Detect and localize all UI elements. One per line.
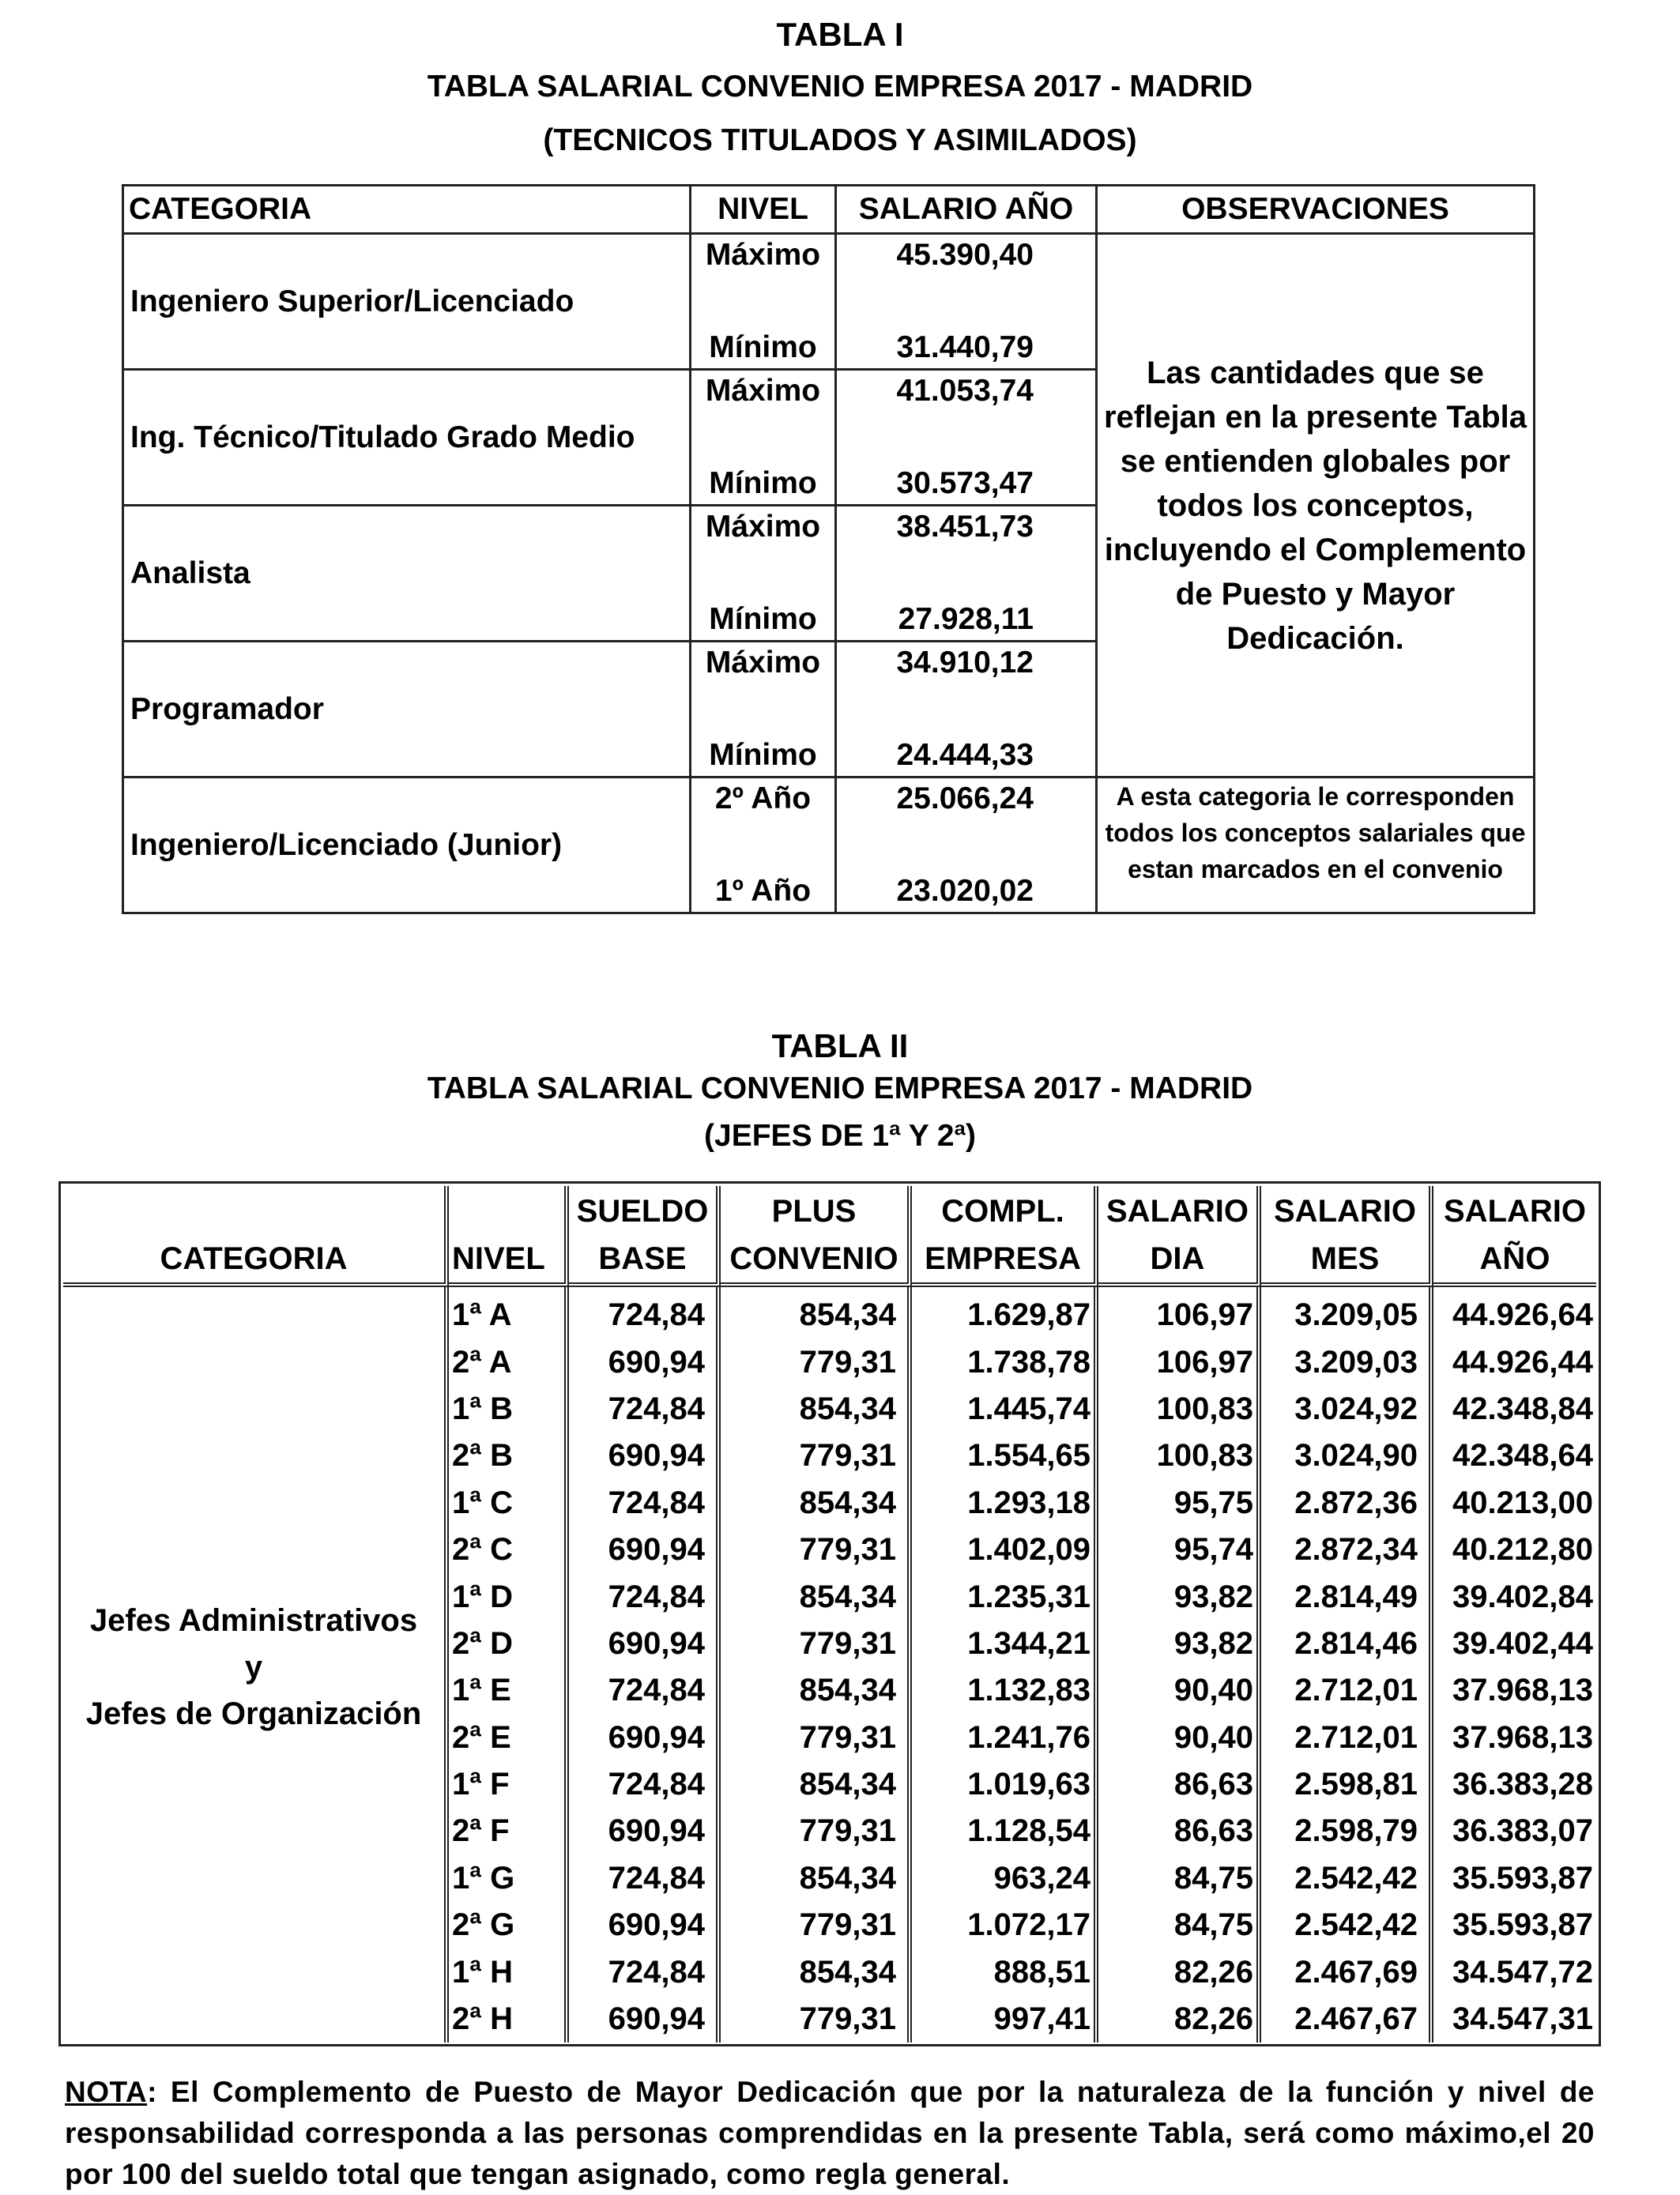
tabla1-subtitle: TABLA SALARIAL CONVENIO EMPRESA 2017 - MADRID <box>427 70 1253 104</box>
tabla2-salario-mes: 2.814,46 <box>1261 1621 1433 1667</box>
tabla2-salario-mes: 2.872,36 <box>1261 1480 1433 1527</box>
tabla2-salario-ano: 34.547,31 <box>1452 2001 1593 2037</box>
tabla2-subtitle: TABLA SALARIAL CONVENIO EMPRESA 2017 - MADRID <box>427 1071 1253 1105</box>
tabla2-header-compl: COMPL. EMPRESA <box>912 1186 1098 1287</box>
tabla1-salario: 24.444,33 <box>836 710 1097 777</box>
tabla2-plus-convenio: 779,31 <box>721 1338 912 1385</box>
tabla2-plus-convenio: 779,31 <box>721 1715 912 1761</box>
tabla2-group: (JEFES DE 1ª Y 2ª) <box>704 1119 976 1153</box>
tabla2-plus-convenio: 854,34 <box>721 1386 912 1433</box>
tabla2-salario-ano: 42.348,64 <box>1452 1438 1593 1474</box>
tabla2-sueldo-base: 690,94 <box>569 1433 721 1479</box>
tabla1-salario: 31.440,79 <box>836 302 1097 370</box>
tabla2-nivel: 1ª G <box>449 1855 569 1902</box>
tabla2-plus-convenio: 779,31 <box>721 1902 912 1948</box>
tabla2-salario-mes: 2.542,42 <box>1261 1902 1433 1948</box>
tabla2-sueldo-base: 690,94 <box>569 1621 721 1667</box>
tabla2-compl-empresa: 1.128,54 <box>912 1808 1098 1854</box>
tabla2-salario-mes: 2.542,42 <box>1261 1855 1433 1902</box>
tabla2-nivel: 1ª F <box>449 1761 569 1808</box>
tabla2-sueldo-base: 724,84 <box>569 1761 721 1808</box>
tabla2-categoria <box>63 1287 449 2043</box>
tabla2-header-plus: PLUS CONVENIO <box>721 1186 912 1287</box>
tabla2-sueldo-base: 690,94 <box>569 1338 721 1385</box>
tabla2-sueldo-base: 690,94 <box>569 1808 721 1854</box>
tabla2-header-salario-mes: SALARIO MES <box>1261 1186 1433 1287</box>
tabla2-salario-ano: 39.402,44 <box>1452 1625 1593 1661</box>
tabla2-salario-mes: 2.712,01 <box>1261 1715 1433 1761</box>
tabla2-salario-ano: 44.926,64 <box>1452 1297 1593 1333</box>
tabla1-salario: 27.928,11 <box>836 574 1097 642</box>
tabla2-salario-mes: 3.209,03 <box>1261 1338 1433 1385</box>
tabla2-sueldo-base: 724,84 <box>569 1667 721 1714</box>
tabla2-compl-empresa: 1.293,18 <box>912 1480 1098 1527</box>
tabla2-salario-ano: 37.968,13 <box>1452 1673 1593 1708</box>
tabla2-salario-mes: 2.467,69 <box>1261 1948 1433 1995</box>
tabla2-salario-dia: 93,82 <box>1098 1621 1261 1667</box>
tabla2-sueldo-base: 690,94 <box>569 1902 721 1948</box>
tabla2-sueldo-base: 724,84 <box>569 1948 721 1995</box>
tabla1-nivel: Mínimo <box>691 438 836 506</box>
tabla2-sueldo-base: 724,84 <box>569 1480 721 1527</box>
tabla2-salario-mes: 2.814,49 <box>1261 1573 1433 1620</box>
tabla1-observacion-general: Las cantidades que se reflejan en la presente Tabla se entienden globales por todos los conceptos, incluyendo el Complemento de Puesto y Mayor Dedicación. <box>1097 234 1535 777</box>
tabla2-header-row <box>63 1186 1596 1287</box>
tabla1-nivel: 1º Año <box>691 845 836 913</box>
tabla2-compl-empresa: 1.344,21 <box>912 1621 1098 1667</box>
tabla2-compl-empresa: 1.629,87 <box>912 1287 1098 1338</box>
tabla2-salario-mes: 3.024,92 <box>1261 1386 1433 1433</box>
tabla2-nivel: 2ª F <box>449 1808 569 1854</box>
tabla2-compl-empresa: 963,24 <box>912 1855 1098 1902</box>
table-row <box>63 1287 1596 1338</box>
tabla2-plus-convenio: 854,34 <box>721 1855 912 1902</box>
tabla2-title: TABLA II <box>771 1027 909 1064</box>
tabla2-header-categoria: CATEGORIA <box>63 1186 449 1287</box>
tabla2-salario-ano: 34.547,72 <box>1452 1954 1593 1990</box>
tabla2-plus-convenio: 779,31 <box>721 1808 912 1854</box>
tabla1-categoria: Ingeniero Superior/Licenciado <box>123 234 691 370</box>
tabla2-sueldo-base: 724,84 <box>569 1386 721 1433</box>
tabla1-salario: 38.451,73 <box>836 506 1097 574</box>
tabla2-plus-convenio: 854,34 <box>721 1573 912 1620</box>
tabla2-compl-empresa: 1.554,65 <box>912 1433 1098 1479</box>
tabla2-plus-convenio: 854,34 <box>721 1667 912 1714</box>
tabla1-salario: 34.910,12 <box>836 642 1097 710</box>
tabla2-categoria-l3: Jefes de Organización <box>85 1696 422 1731</box>
tabla2-salario-mes: 2.598,81 <box>1261 1761 1433 1808</box>
tabla2-nivel: 1ª D <box>449 1573 569 1620</box>
tabla1-header-salario: SALARIO AÑO <box>836 186 1097 234</box>
tabla1-salario: 25.066,24 <box>836 777 1097 845</box>
nota-paragraph <box>65 2072 1595 2195</box>
tabla1-salario: 30.573,47 <box>836 438 1097 506</box>
tabla1-nivel: Mínimo <box>691 710 836 777</box>
tabla1-nivel: Mínimo <box>691 302 836 370</box>
tabla2-salario-ano: 37.968,13 <box>1452 1719 1593 1755</box>
tabla1-nivel: Máximo <box>691 642 836 710</box>
tabla2-salario-ano: 36.383,28 <box>1452 1767 1593 1802</box>
tabla2-salario-dia: 106,97 <box>1098 1287 1261 1338</box>
tabla1-categoria: Programador <box>123 642 691 777</box>
tabla2-categoria-l2: y <box>244 1649 263 1685</box>
tabla2-salario-dia: 95,74 <box>1098 1527 1261 1573</box>
tabla2-salario-dia: 106,97 <box>1098 1338 1261 1385</box>
tabla2-salario-dia: 100,83 <box>1098 1433 1261 1479</box>
tabla2-salario-dia: 100,83 <box>1098 1386 1261 1433</box>
tabla2-nivel: 1ª C <box>449 1480 569 1527</box>
tabla2-header-salario-ano: SALARIO AÑO <box>1433 1186 1596 1287</box>
tabla2-header-salario-dia: SALARIO DIA <box>1098 1186 1261 1287</box>
tabla1-table <box>122 184 1535 914</box>
tabla2-compl-empresa: 1.235,31 <box>912 1573 1098 1620</box>
table-row <box>123 777 1535 845</box>
tabla2-nivel: 2ª E <box>449 1715 569 1761</box>
tabla2-plus-convenio: 854,34 <box>721 1287 912 1338</box>
tabla2-salario-ano: 42.348,84 <box>1452 1391 1593 1426</box>
tabla1-salario: 41.053,74 <box>836 370 1097 438</box>
tabla1-observacion-junior: A esta categoria le corresponden todos los conceptos salariales que estan marcados en el convenio <box>1097 777 1535 913</box>
tabla2-plus-convenio: 854,34 <box>721 1480 912 1527</box>
tabla1-header-nivel: NIVEL <box>691 186 836 234</box>
tabla1-nivel: Mínimo <box>691 574 836 642</box>
tabla2-salario-mes: 2.872,34 <box>1261 1527 1433 1573</box>
tabla2-nivel: 1ª B <box>449 1386 569 1433</box>
tabla2-salario-dia: 84,75 <box>1098 1855 1261 1902</box>
tabla2-sueldo-base: 690,94 <box>569 1996 721 2043</box>
tabla2-nivel: 2ª C <box>449 1527 569 1573</box>
tabla2-header-sueldo: SUELDO BASE <box>569 1186 721 1287</box>
tabla2-compl-empresa: 888,51 <box>912 1948 1098 1995</box>
tabla1-nivel: 2º Año <box>691 777 836 845</box>
tabla2-nivel: 1ª A <box>449 1287 569 1338</box>
tabla2-salario-mes: 3.024,90 <box>1261 1433 1433 1479</box>
tabla2-sueldo-base: 690,94 <box>569 1527 721 1573</box>
tabla1-salario: 23.020,02 <box>836 845 1097 913</box>
table-row <box>123 234 1535 302</box>
tabla1-header-row <box>123 186 1535 234</box>
tabla1-categoria: Ingeniero/Licenciado (Junior) <box>123 777 691 913</box>
tabla2-nivel: 1ª E <box>449 1667 569 1714</box>
tabla2-sueldo-base: 724,84 <box>569 1573 721 1620</box>
tabla2-salario-mes: 2.598,79 <box>1261 1808 1433 1854</box>
tabla2-salario-ano: 35.593,87 <box>1452 1907 1593 1943</box>
tabla1-nivel: Máximo <box>691 506 836 574</box>
tabla2-sueldo-base: 690,94 <box>569 1715 721 1761</box>
tabla2-plus-convenio: 779,31 <box>721 1433 912 1479</box>
tabla2-salario-dia: 95,75 <box>1098 1480 1261 1527</box>
tabla2-sueldo-base: 724,84 <box>569 1855 721 1902</box>
tabla2-salario-dia: 86,63 <box>1098 1761 1261 1808</box>
tabla2-salario-ano: 36.383,07 <box>1452 1813 1593 1849</box>
tabla1-title: TABLA I <box>776 16 904 53</box>
tabla2-compl-empresa: 1.132,83 <box>912 1667 1098 1714</box>
tabla2-salario-mes: 2.467,67 <box>1261 1996 1433 2043</box>
tabla2-nivel: 1ª H <box>449 1948 569 1995</box>
tabla2-nivel: 2ª D <box>449 1621 569 1667</box>
tabla2-plus-convenio: 779,31 <box>721 1527 912 1573</box>
tabla2-salario-dia: 84,75 <box>1098 1902 1261 1948</box>
tabla2-salario-mes: 2.712,01 <box>1261 1667 1433 1714</box>
tabla2-plus-convenio: 854,34 <box>721 1948 912 1995</box>
tabla2-salario-dia: 90,40 <box>1098 1667 1261 1714</box>
tabla2-salario-ano: 35.593,87 <box>1452 1860 1593 1896</box>
tabla2-compl-empresa: 1.402,09 <box>912 1527 1098 1573</box>
tabla2-compl-empresa: 1.019,63 <box>912 1761 1098 1808</box>
nota-text: : El Complemento de Puesto de Mayor Dedicación que por la naturaleza de la función y nivel de responsabilidad corresponda a las personas comprendidas en la presente Tabla, será como máximo,el 20 por 100 del sueldo total que tengan asignado, como regla general. <box>65 2076 1595 2190</box>
tabla2-compl-empresa: 1.241,76 <box>912 1715 1098 1761</box>
tabla2-salario-dia: 90,40 <box>1098 1715 1261 1761</box>
tabla2-table <box>63 1186 1596 2043</box>
tabla2-nivel: 2ª G <box>449 1902 569 1948</box>
tabla2-categoria-l1: Jefes Administrativos <box>89 1602 418 1638</box>
tabla2-salario-mes: 3.209,05 <box>1261 1287 1433 1338</box>
tabla2-plus-convenio: 779,31 <box>721 1996 912 2043</box>
tabla1-salario: 45.390,40 <box>836 234 1097 302</box>
tabla2-body <box>63 1287 1596 2043</box>
tabla2-salario-dia: 93,82 <box>1098 1573 1261 1620</box>
tabla2-header-nivel: NIVEL <box>449 1186 569 1287</box>
tabla2-salario-ano: 44.926,44 <box>1452 1344 1593 1380</box>
tabla1-header-categoria: CATEGORIA <box>123 186 691 234</box>
tabla2-salario-ano: 39.402,84 <box>1452 1579 1593 1614</box>
tabla2-nivel: 2ª A <box>449 1338 569 1385</box>
tabla2-compl-empresa: 1.445,74 <box>912 1386 1098 1433</box>
tabla1-categoria: Analista <box>123 506 691 642</box>
tabla2-salario-dia: 82,26 <box>1098 1948 1261 1995</box>
tabla2-salario-ano: 40.213,00 <box>1452 1485 1593 1520</box>
tabla2-salario-ano: 40.212,80 <box>1452 1532 1593 1568</box>
tabla2-compl-empresa: 1.072,17 <box>912 1902 1098 1948</box>
tabla2-sueldo-base: 724,84 <box>569 1287 721 1338</box>
tabla1-categoria: Ing. Técnico/Titulado Grado Medio <box>123 370 691 506</box>
tabla2-compl-empresa: 997,41 <box>912 1996 1098 2043</box>
tabla2-nivel: 2ª B <box>449 1433 569 1479</box>
tabla1-nivel: Máximo <box>691 370 836 438</box>
tabla2-salario-dia: 82,26 <box>1098 1996 1261 2043</box>
tabla2-plus-convenio: 854,34 <box>721 1761 912 1808</box>
tabla2-nivel: 2ª H <box>449 1996 569 2043</box>
tabla2-compl-empresa: 1.738,78 <box>912 1338 1098 1385</box>
tabla1-header-observaciones: OBSERVACIONES <box>1097 186 1535 234</box>
tabla2-plus-convenio: 779,31 <box>721 1621 912 1667</box>
tabla1-group: (TECNICOS TITULADOS Y ASIMILADOS) <box>543 123 1137 157</box>
tabla2-salario-dia: 86,63 <box>1098 1808 1261 1854</box>
tabla1-nivel: Máximo <box>691 234 836 302</box>
nota-label: NOTA <box>65 2076 148 2108</box>
